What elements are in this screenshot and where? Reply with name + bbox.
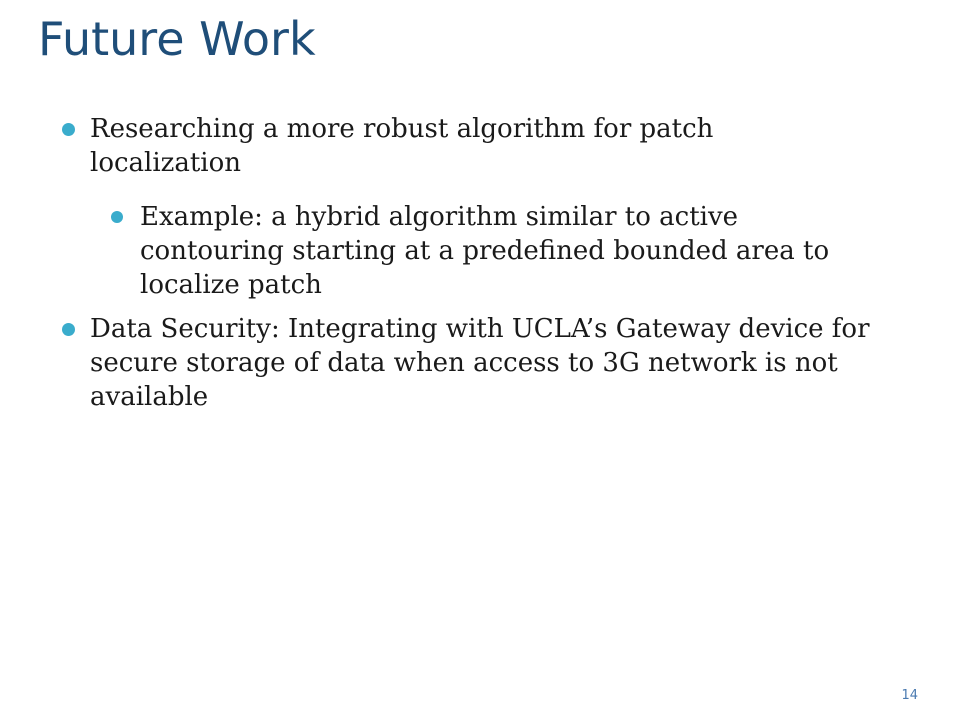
- bullet-dot-icon: [62, 323, 75, 336]
- bullet-item-data-security: [62, 312, 870, 414]
- slide-title: Future Work: [38, 12, 316, 66]
- bullet-dot-icon: [111, 211, 123, 223]
- bullet-text: Researching a more robust algorithm for patch localization: [90, 114, 714, 179]
- bullet-item-patch-localization: [62, 112, 870, 180]
- sub-bullet-item-hybrid-algorithm: [62, 200, 860, 302]
- bullet-list: [62, 112, 922, 414]
- bullet-text: Example: a hybrid algorithm similar to active contouring starting at a predefined bounded area to localize patch: [140, 202, 830, 301]
- page-number: 14: [901, 688, 918, 703]
- bullet-text: Data Security: Integrating with UCLA’s Gateway device for secure storage of data when access to 3G network is not available: [90, 314, 870, 413]
- bullet-dot-icon: [62, 123, 75, 136]
